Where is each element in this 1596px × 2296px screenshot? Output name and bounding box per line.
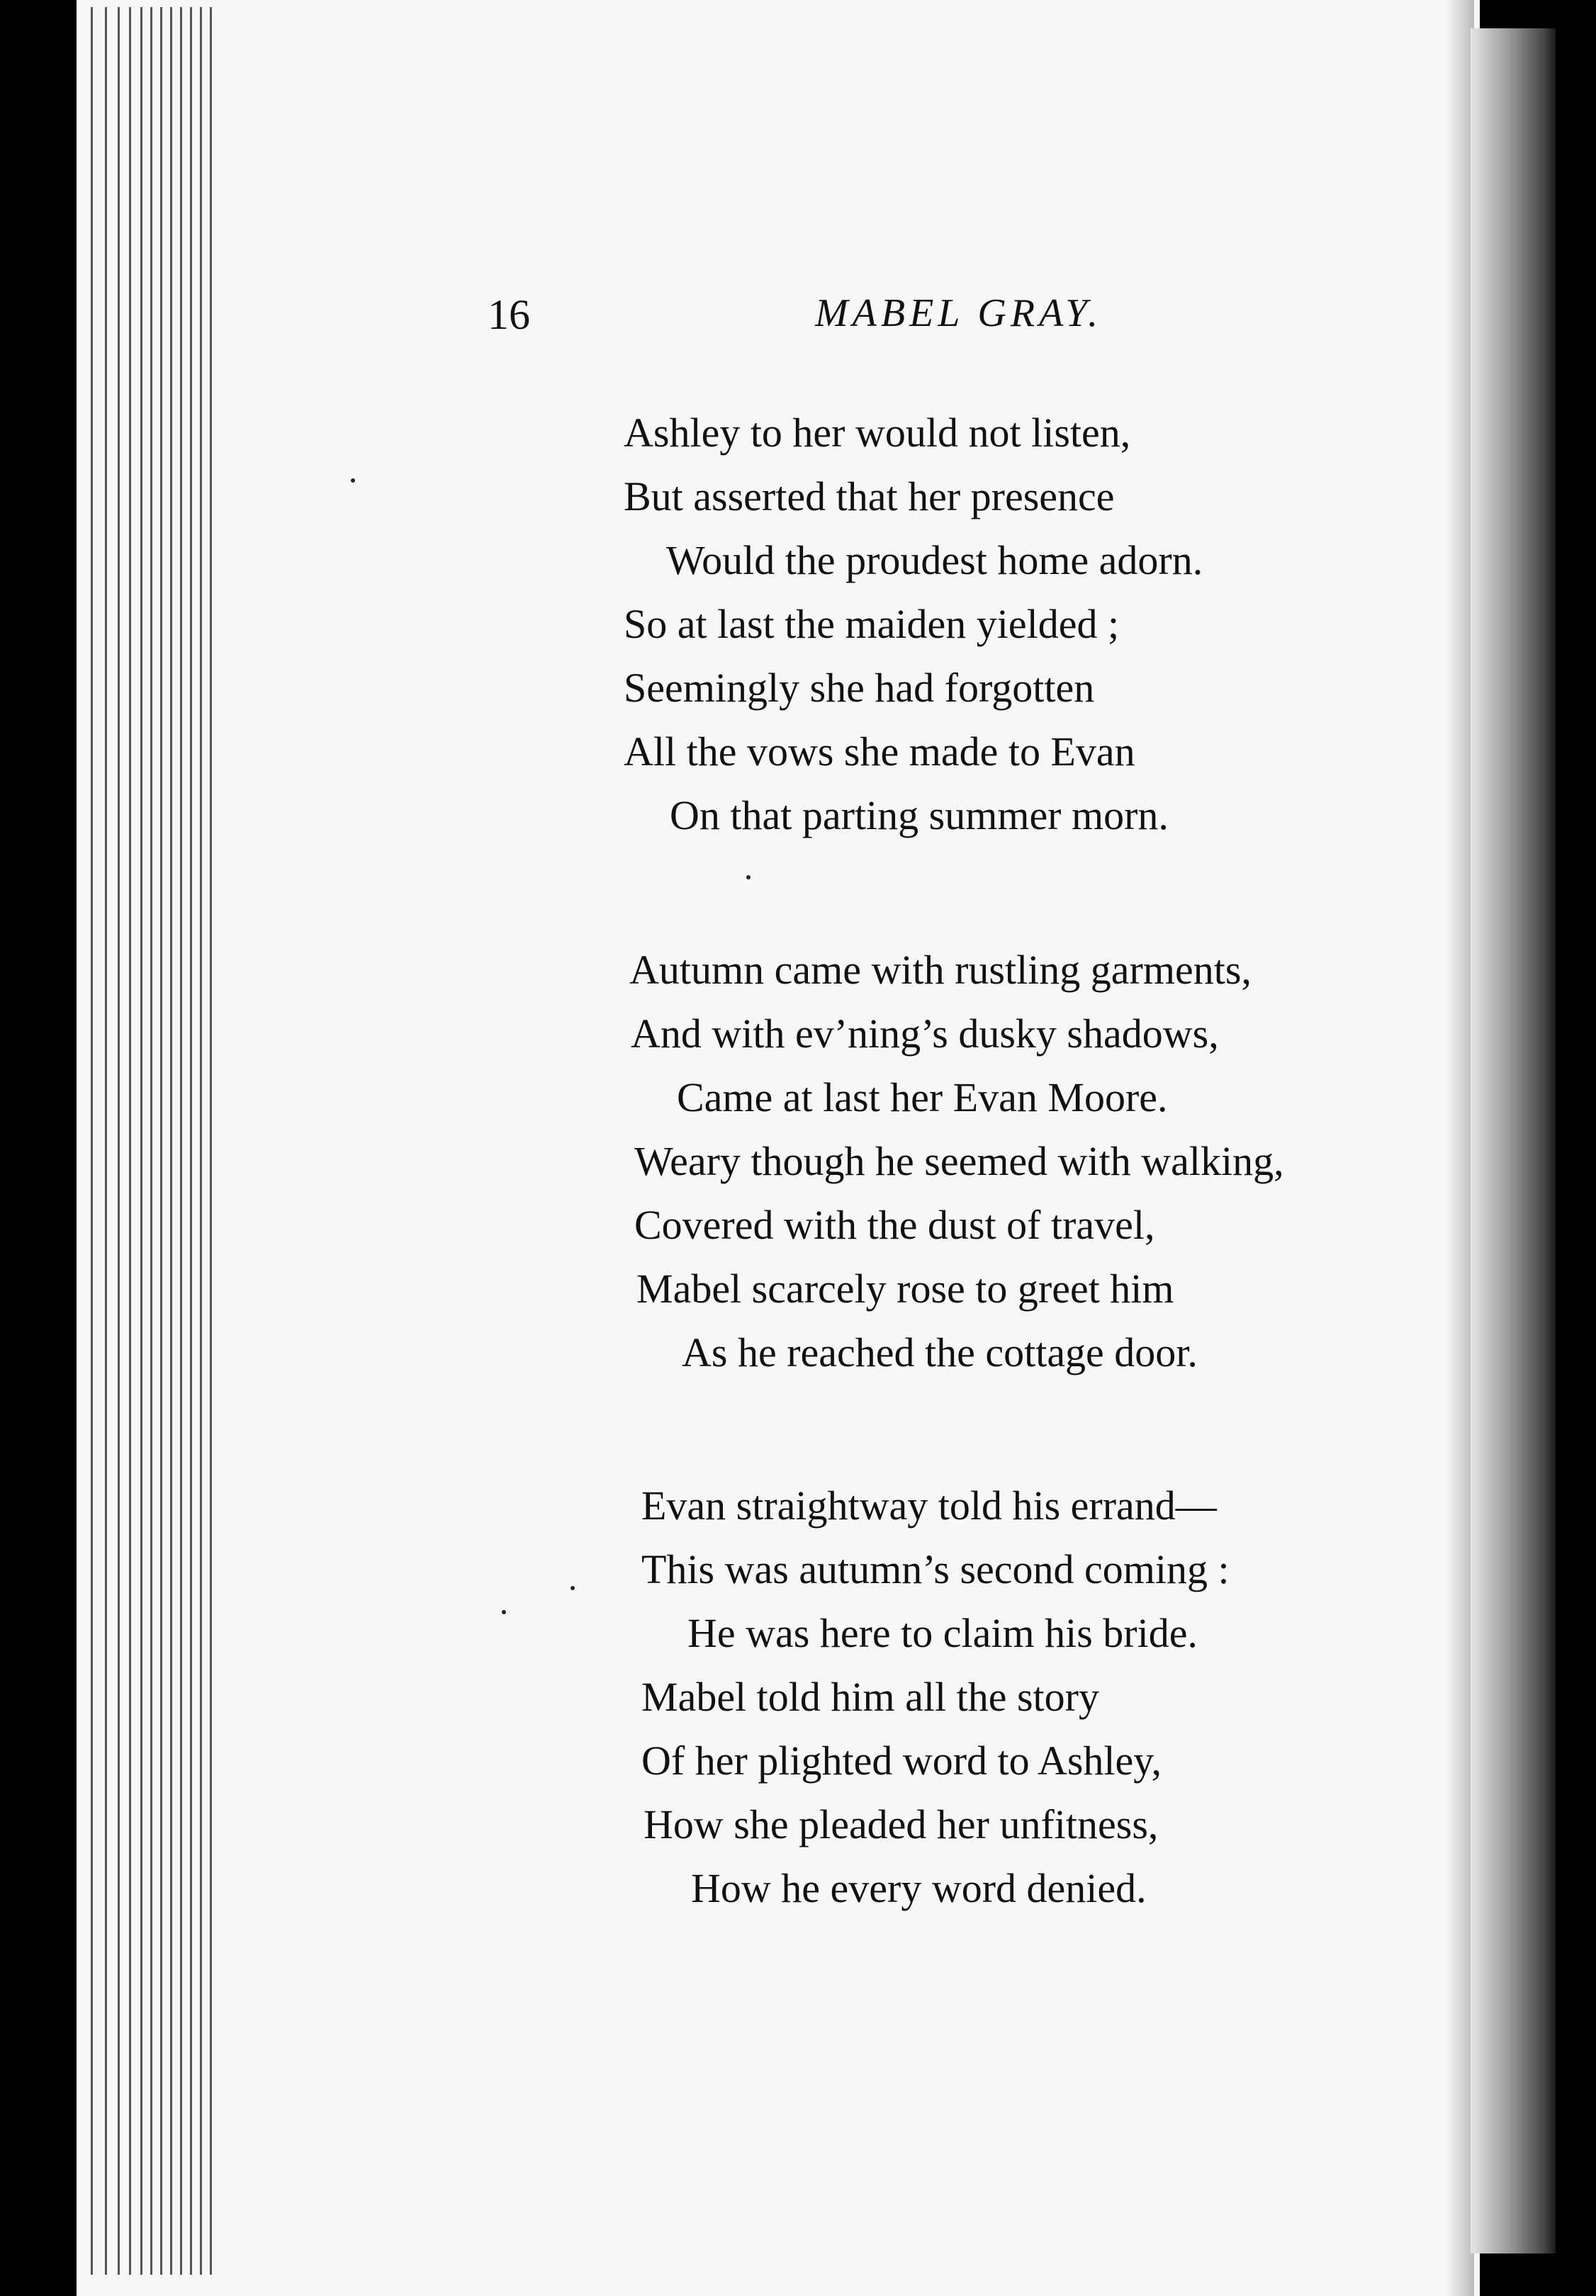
poem-line: Evan straightway told his errand— xyxy=(641,1482,1217,1529)
scan-speck xyxy=(746,875,751,879)
poem-line: And with ev’ning’s dusky shadows, xyxy=(631,1011,1219,1057)
running-title: MABEL GRAY. xyxy=(815,291,1103,335)
scan-speck xyxy=(351,478,355,483)
poem-line: Covered with the dust of travel, xyxy=(634,1202,1155,1248)
poem-line: Autumn came with rustling garments, xyxy=(629,947,1252,993)
page-number: 16 xyxy=(488,291,530,338)
poem-line: As he reached the cottage door. xyxy=(682,1329,1198,1375)
poem-line: Ashley to her would not listen, xyxy=(624,410,1131,456)
poem-line: All the vows she made to Evan xyxy=(624,728,1135,775)
poem-line: He was here to claim his bride. xyxy=(687,1610,1198,1656)
poem-line: On that parting summer morn. xyxy=(670,792,1169,838)
poem-line: Mabel told him all the story xyxy=(641,1674,1099,1720)
poem-line: How he every word denied. xyxy=(691,1865,1147,1911)
poem-line: Seemingly she had forgotten xyxy=(624,665,1095,711)
poem-line: This was autumn’s second coming : xyxy=(641,1546,1230,1592)
poem-line: Came at last her Evan Moore. xyxy=(677,1074,1168,1120)
poem-line: Would the proudest home adorn. xyxy=(666,537,1203,583)
book-gutter xyxy=(1471,28,1556,2253)
scan-speck xyxy=(502,1610,506,1614)
page-header xyxy=(0,291,1596,347)
page-edges xyxy=(77,7,225,2275)
poem-line: So at last the maiden yielded ; xyxy=(624,601,1120,647)
scan-speck xyxy=(571,1586,575,1590)
poem-line: Mabel scarcely rose to greet him xyxy=(636,1266,1174,1312)
poem-line: Of her plighted word to Ashley, xyxy=(641,1738,1162,1784)
poem-line: Weary though he seemed with walking, xyxy=(634,1138,1284,1184)
poem-line: How she pleaded her unfitness, xyxy=(644,1801,1159,1847)
poem-line: But asserted that her presence xyxy=(624,473,1115,519)
